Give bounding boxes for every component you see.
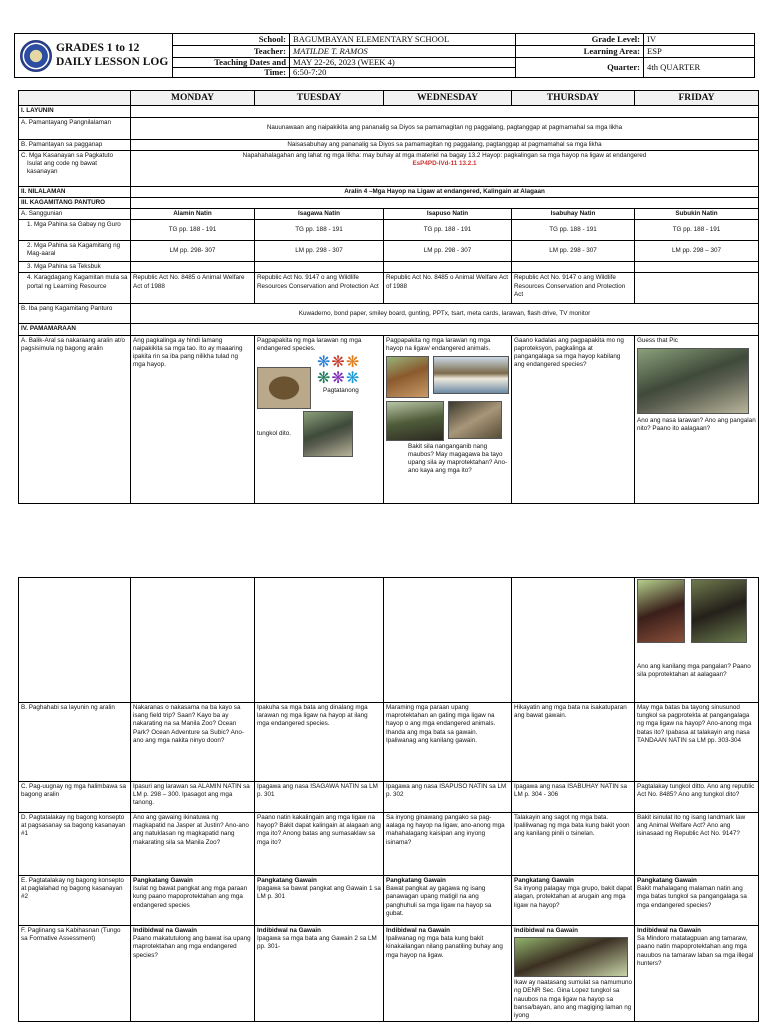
learning-area-value: ESP	[644, 46, 755, 58]
day-title-monday: Alamin Natin	[131, 209, 255, 220]
cell-heading: Pangkatang Gawain	[637, 877, 697, 884]
pagtatalakay2-thursday	[512, 876, 635, 926]
teacher-value: MATILDE T. RAMOS	[290, 46, 516, 58]
pagtatalakay2-tuesday	[255, 876, 384, 926]
row-karagdagang-kagamitan	[19, 273, 759, 304]
logo-block	[15, 34, 173, 78]
cell-heading: Indibidwal na Gawain	[514, 927, 579, 934]
tg-wednesday: TG pp. 188 - 191	[384, 220, 512, 241]
paglinang-thursday	[512, 926, 635, 1022]
row-label: 1. Mga Pahina sa Gabay ng Guro	[19, 220, 131, 241]
paghahabi-tuesday: Ipakuha sa mga bata ang dinalang mga larawan ng mga ligaw na hayop at ilang mga endangered species.	[255, 703, 384, 782]
row-text	[131, 150, 759, 186]
cell-heading: Indibidwal na Gawain	[637, 927, 702, 934]
row-balik-aral	[19, 335, 759, 503]
pagtatalakay1-tuesday: Paano natin kakalingain ang mga ligaw na hayop? Bakit dapat kalingain at alagaan ang mga ito? Anong batas ang sumasaklaw sa mga ito?	[255, 813, 384, 876]
pag-uugnay-thursday: Ipagawa ang nasa ISABUHAY NATIN sa LM p. 304 - 306	[512, 782, 635, 813]
bird-photo	[637, 579, 685, 643]
row-text: Kuwaderno, bond paper, smiley board, gunting, PPTx, tsart, meta cards, larawan, flash drive, TV monitor	[131, 304, 759, 324]
row-paglinang	[19, 926, 759, 1022]
balik-aral-friday-title: Guess that Pic	[637, 336, 678, 344]
paglinang-tuesday	[255, 926, 384, 1022]
row-label: 2. Mga Pahina sa Kagamitang ng Mag-aaral	[19, 241, 131, 262]
section-layunin	[19, 106, 759, 117]
lr-tuesday: Republic Act No. 9147 o ang Wildlife Resources Conservation and Protection Act	[255, 273, 384, 304]
row-label: E. Pagtatalakay ng bagong konsepto at paglalahad ng bagong kasanayan #2	[19, 876, 131, 926]
pag-uugnay-monday: Ipasuri ang larawan sa ALAMIN NATIN sa LM p. 298 – 300. Ipasagot ang mga tanong.	[131, 782, 255, 813]
quarter-value: 4th QUARTER	[644, 58, 755, 78]
cell-text: Paano makatutulong ang bawat isa upang maprotektahan ang mga endangered species?	[133, 935, 251, 959]
cell-text: Ikaw ay naatasang sumulat sa namumuno ng DENR Sec. Gina Lopez tungkol sa nauubos na mga ligaw na hayop sa bansa/bayan, ano ang magiging laman ng iyong	[514, 979, 632, 1019]
nilalaman-text: Aralin 4 –Mga Hayop na Ligaw at endangered, Kalingain at Alagaan	[131, 186, 759, 197]
crocodile-photo	[448, 401, 502, 439]
section-pamamaraan	[19, 324, 759, 335]
cell-text: Sa Mindoro matatagpuan ang tamaraw, paano natin mapoprotektahan ang mga nauubos na tamaraw laban sa mga illegal hunters?	[637, 935, 754, 967]
lm-tuesday: LM pp. 298 - 307	[255, 241, 384, 262]
tg-tuesday: TG pp. 188 - 191	[255, 220, 384, 241]
pag-uugnay-tuesday: Ipagawa ang nasa ISAGAWA NATIN sa LM p. 301	[255, 782, 384, 813]
pag-uugnay-friday: Pagtalakay tungkol ditto. Ano ang republic Act No. 8485? Ano ang tungkol dito?	[635, 782, 759, 813]
row-teksbuk	[19, 262, 759, 273]
row-sanggunian	[19, 209, 759, 220]
eagle-photo	[433, 356, 509, 394]
balik-aral-wednesday-questions: Bakit sila nanganganib nang maubos? May magagawa ba tayo upang sila ay maprotektahan? Ano-ano kaya ang mga ito?	[408, 442, 508, 475]
teacher-label: Teacher:	[173, 46, 290, 58]
lm-wednesday: LM pp. 298 - 307	[384, 241, 512, 262]
time-label: Time:	[173, 68, 290, 78]
cell-text: Isulat ng bawat pangkat ang mga paraan kung paano mapoprotektahan ang mga endangered species	[133, 885, 248, 909]
row-label: 4. Karagdagang Kagamitan mula sa portal ng Learning Resource	[19, 273, 131, 304]
section-nilalaman	[19, 186, 759, 197]
grade-value: IV	[644, 34, 755, 46]
row-pamantayan-sa-pagganap	[19, 139, 759, 150]
lm-monday: LM pp. 298- 307	[131, 241, 255, 262]
section-kagamitan	[19, 197, 759, 208]
row-label-sub: Isulat ang code ng bawat kasanayan	[27, 159, 98, 176]
row-pagtatalakay-1	[19, 813, 759, 876]
pagtatalakay2-friday	[635, 876, 759, 926]
row-label: A. Balik-Aral sa nakaraang aralin at/o pagsisimula ng bagong aralin	[19, 335, 131, 503]
day-wednesday: WEDNESDAY	[384, 91, 512, 106]
section-heading: II. NILALAMAN	[19, 186, 131, 197]
day-title-wednesday: Isapuso Natin	[384, 209, 512, 220]
paghahabi-thursday: Hikayatin ang mga bata na isakatuparan ang bawat gawain.	[512, 703, 635, 782]
row-paghahabi	[19, 703, 759, 782]
row-kasanayan	[19, 150, 759, 186]
paghahabi-friday: May mga batas ba tayong sinusunod tungkol sa pagprotekta at pangangalaga ng mga ligaw na hayop? Ano-anong mga batas ito? Ipabasa at talakayin ang nasa TANDAAN NATIN sa LM pp. 303-304	[635, 703, 759, 782]
lr-monday: Republic Act No. 8485 o Animal Welfare Act of 1988	[131, 273, 255, 304]
row-label: C. Pag-uugnay ng mga halimbawa sa bagong aralin	[19, 782, 131, 813]
row-label: F. Paglinang sa Kabihasnan (Tungo sa Formative Assessment)	[19, 926, 131, 1022]
balik-aral-friday-questions2: Ano ang kanilang mga pangalan? Paano sila poprotektahan at aalagaan?	[637, 663, 751, 679]
grade-label: Grade Level:	[516, 34, 644, 46]
lr-thursday: Republic Act No. 9147 o ang Wildlife Resources Conservation and Protection Act	[512, 273, 635, 304]
cell-heading: Pangkatang Gawain	[514, 877, 574, 884]
balik-aral-tuesday-caption: Pagtatanong	[323, 386, 359, 394]
section-heading: IV. PAMAMARAAN	[19, 324, 131, 335]
kasanayan-text: Napahahalagahan ang lahat ng mga likha: may buhay at mga materiel na bagay 13.2 Hayop: pagkalingan sa mga hayop na ligaw at endangered	[242, 151, 647, 159]
balik-aral-tuesday	[255, 335, 384, 503]
turtle-photo	[257, 367, 311, 409]
deped-seal-icon	[20, 40, 52, 72]
row-pag-uugnay	[19, 782, 759, 813]
cell-heading: Pangkatang Gawain	[257, 877, 317, 884]
corner-cell	[19, 91, 131, 106]
pagtatalakay2-wednesday	[384, 876, 512, 926]
cell-text: Sa inyong palagay mga grupo, bakit dapat alagan, protektahan at arugain ang mga ligaw na hayop?	[514, 885, 632, 909]
tg-monday: TG pp. 188 - 191	[131, 220, 255, 241]
warty-pig-photo	[637, 348, 749, 414]
cell-text: Ipaliwanag ng mga bata kung bakit kinakailangan nilang panatiling buhay ang mga hayop na ligaw.	[386, 935, 503, 959]
boar-photo	[303, 411, 353, 457]
school-label: School:	[173, 34, 290, 46]
paghahabi-monday: Nakaranas o nakasama na ba kayo sa isang field trip? Saan? Kayo ba ay nakarating na sa Manila Zoo? Ocean Park? Ocean Adventure sa Subic? Ano-ano ang mga nakita ninyo doon?	[131, 703, 255, 782]
lesson-log-table-part1	[18, 90, 759, 504]
cell-text: Bakit mahalagang malaman natin ang mga batas tungkol sa pangangalaga sa mga endangered species?	[637, 885, 747, 909]
tg-friday: TG pp. 188 - 191	[635, 220, 759, 241]
deer-photo	[386, 356, 429, 398]
paglinang-friday	[635, 926, 759, 1022]
row-label: D. Pagtatalakay ng bagong konsepto at pagsasanay sa bagong kasanayan #1	[19, 813, 131, 876]
balik-aral-tuesday-caption2: tungkol dito.	[257, 429, 291, 437]
balik-aral-friday	[635, 335, 759, 503]
day-monday: MONDAY	[131, 91, 255, 106]
row-label: B. Iba pang Kagamitang Panturo	[19, 304, 131, 324]
section-heading: III. KAGAMITANG PANTURO	[19, 197, 131, 208]
lr-friday	[635, 273, 759, 304]
cell-heading: Pangkatang Gawain	[386, 877, 446, 884]
row-label: A. Pamantayang Pangnilalaman	[19, 117, 131, 139]
day-tuesday: TUESDAY	[255, 91, 384, 106]
cell-heading: Indibidwal na Gawain	[257, 927, 322, 934]
day-friday: FRIDAY	[635, 91, 759, 106]
tamaraw-photo-2	[691, 579, 747, 643]
balik-aral-wednesday	[384, 335, 512, 503]
day-title-thursday: Isabuhay Natin	[512, 209, 635, 220]
row-label-main: C. Mga Kasanayan sa Pagkatuto	[21, 151, 114, 159]
teaching-dates-value: MAY 22-26, 2023 (WEEK 4)	[290, 58, 516, 68]
lr-wednesday: Republic Act No. 8485 o Animal Welfare Act of 1988	[384, 273, 512, 304]
pagtatalakay1-monday: Ano ang gawaing ikinatuwa ng magkapatid na Jasper at Justin? Ano-ano ang natuklasan ng magkapatid nang makarating sila sa Manila Zoo?	[131, 813, 255, 876]
row-label: A. Sanggunian	[19, 209, 131, 220]
lesson-log-table-part2	[18, 577, 759, 1022]
row-balik-aral-continued	[19, 578, 759, 703]
logo-title-line1: GRADES 1 to 12	[56, 42, 140, 55]
butterflies-image: ❋❋❋ ❋❋❋	[317, 353, 361, 387]
cell-heading: Indibidwal na Gawain	[133, 927, 198, 934]
header-table	[14, 33, 755, 78]
row-label: B. Paghahabi sa layunin ng aralin	[19, 703, 131, 782]
row-label: B. Pamantayan sa pagganap	[19, 139, 131, 150]
row-pamantayang-pangnilalaman	[19, 117, 759, 139]
section-heading: I. LAYUNIN	[19, 106, 131, 117]
row-iba-pang-kagamitan	[19, 304, 759, 324]
logo-title-line2: DAILY LESSON LOG	[56, 55, 169, 68]
cell-text: Ipagawa sa mga bata ang Gawain 2 sa LM pp. 301-	[257, 935, 377, 951]
philippine-bird-photo	[514, 937, 628, 977]
row-label: 3. Mga Pahina sa Teksbuk	[19, 262, 131, 273]
cell-heading: Indibidwal na Gawain	[386, 927, 451, 934]
row-text: Naisasabuhay ang pananalig sa Diyos sa pamamagitan ng paggalang, pagtanggap at pagmamahal sa mga likha	[131, 139, 759, 150]
balik-aral-monday: Ang pagkalinga ay hindi lamang naipakikita sa mga tao. Ito ay maaaring ipakita rin sa iba pang nilikha tulad ng mga hayop.	[131, 335, 255, 503]
row-text: Nauunawaan ang naipakikita ang pananalig sa Diyos sa pamamagitan ng paggalang, pagtanggap at pagmamahal sa mga likha	[131, 117, 759, 139]
balik-aral-friday-continued	[635, 578, 759, 703]
pagtatalakay1-thursday: Talakayin ang sagot ng mga bata. Ipaliliwanag ng mga bata kung bakit yoon ang kanilang pinili o tsinelan.	[512, 813, 635, 876]
row-kagamitang-mag-aaral	[19, 241, 759, 262]
lm-thursday: LM pp. 298 - 307	[512, 241, 635, 262]
cell-heading: Pangkatang Gawain	[133, 877, 193, 884]
row-pagtatalakay-2	[19, 876, 759, 926]
day-thursday: THURSDAY	[512, 91, 635, 106]
kasanayan-code: EsP4PD-IVd-11 13.2.1	[412, 159, 477, 167]
cell-text: Ipagawa sa bawat pangkat ang Gawain 1 sa LM p. 301	[257, 885, 381, 901]
tg-thursday: TG pp. 188 - 191	[512, 220, 635, 241]
time-value: 6:50-7:20	[290, 68, 516, 78]
paglinang-wednesday	[384, 926, 512, 1022]
row-label	[19, 150, 131, 186]
lm-friday: LM pp. 298 – 307	[635, 241, 759, 262]
day-title-tuesday: Isagawa Natin	[255, 209, 384, 220]
school-value: BAGUMBAYAN ELEMENTARY SCHOOL	[290, 34, 516, 46]
quarter-label: Quarter:	[516, 58, 644, 78]
tamaraw-photo	[386, 401, 444, 441]
pagtatalakay1-wednesday: Sa inyong ginawang pangako sa pag-aalaga ng hayop na ligaw, ano-anong mga mahahalagang kaisipan ang inyong isinama?	[384, 813, 512, 876]
pagtatalakay2-monday	[131, 876, 255, 926]
row-gabay-ng-guro	[19, 220, 759, 241]
balik-aral-wednesday-text: Pagpapakita ng mga larawan ng mga hayop na ligaw/ endangered animals.	[386, 336, 491, 352]
paghahabi-wednesday: Maraming mga paraan upang maprotektahan an gating mga ligaw na hayop o ang mga endangered animals. Ihanda ang mga bata sa gawain. Ipaliwanag ang kanilang gawain.	[384, 703, 512, 782]
paglinang-monday	[131, 926, 255, 1022]
balik-aral-thursday: Gaano kadalas ang pagpapakita mo ng paproteksyon, pagkalinga at pangangalaga sa mga hayop kabilang ang endangered species?	[512, 335, 635, 503]
pag-uugnay-wednesday: Ipagawa ang nasa ISAPUSO NATIN sa LM p. 302	[384, 782, 512, 813]
cell-text: Bawat pangkat ay gagawa ng isang panawagan upang matigil na ang panghuhuli sa mga ligaw na hayop sa gubat.	[386, 885, 492, 917]
pagtatalakay1-friday: Bakit isinulat ito ng isang landmark law ang Animal Welfare Act? Ano ang isinasaad ng Republic Act No. 9147?	[635, 813, 759, 876]
balik-aral-friday-questions: Ano ang nasa larawan? Ano ang pangalan nito? Paano ito aalagaan?	[637, 416, 756, 432]
day-title-friday: Subukin Natin	[635, 209, 759, 220]
teaching-dates-label: Teaching Dates and	[173, 58, 290, 68]
learning-area-label: Learning Area:	[516, 46, 644, 58]
balik-aral-tuesday-text: Pagpapakita ng mga larawan ng mga endangered species.	[257, 336, 362, 352]
day-header-row	[19, 91, 759, 106]
